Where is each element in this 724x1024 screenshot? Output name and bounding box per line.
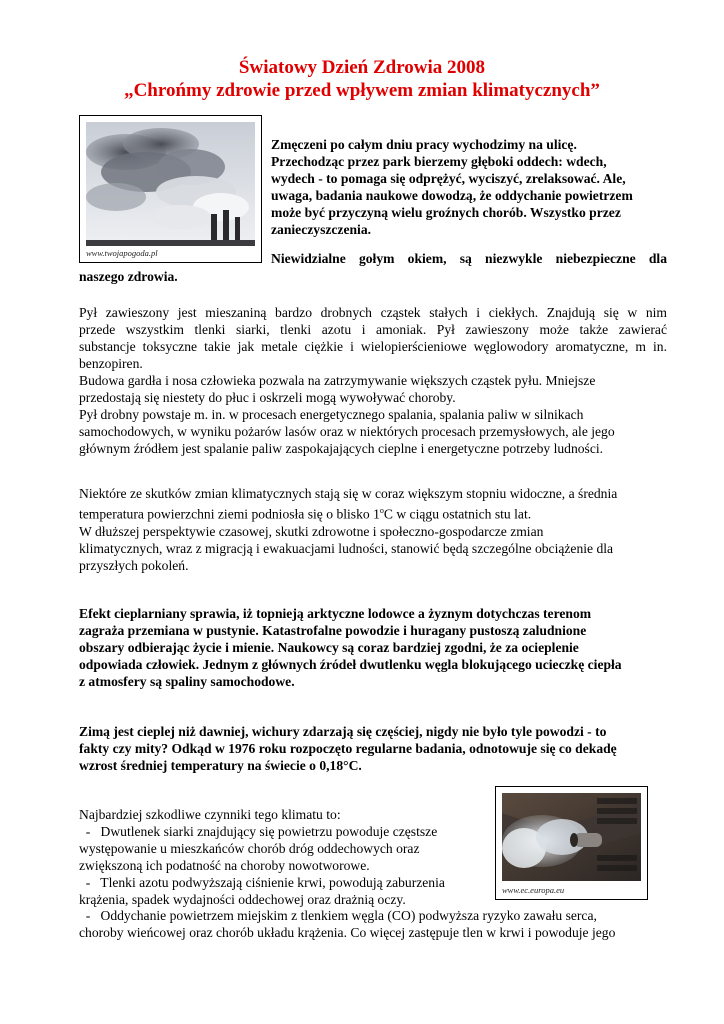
factors-list bbox=[79, 823, 489, 908]
text-line: Zimą jest cieplej niż dawniej, wichury zdarzają się częściej, nigdy nie było tyle powodzi - to bbox=[79, 724, 607, 739]
intro-paragraph bbox=[271, 136, 651, 238]
page-title: Światowy Dzień Zdrowia 2008 bbox=[238, 57, 486, 78]
text-line: przedostają się niestety do płuc i oskrzeli mogą wywoływać choroby. bbox=[79, 390, 456, 405]
intro-line: Przechodząc przez park bierzemy głęboki oddech: wdech, bbox=[271, 154, 607, 169]
factors-list-tail bbox=[79, 907, 659, 941]
paragraph-winter-facts bbox=[79, 723, 667, 774]
text-fragment: temperatura powierzchni ziemi podniosła się o blisko 1 bbox=[79, 506, 380, 522]
intro-invisible-line: Niewidzialne gołym okiem, są niezwykle niebezpieczne dla bbox=[271, 251, 667, 266]
text-line: substancje toksyczne takie jak metale ciężkie i wielopierścieniowe węglowodory aromatyczne, m in. bbox=[79, 339, 667, 354]
degree-sup: o bbox=[379, 506, 384, 515]
text-line: przede wszystkim tlenki siarki, tlenki azotu i amoniak. Pył zawieszony może także zawierać bbox=[79, 322, 667, 337]
list-item: - Tlenki azotu podwyższają ciśnienie krwi, powodują zaburzenia bbox=[79, 875, 445, 890]
text-line: wzrost średniej temperatury na świecie o 0,18°C. bbox=[79, 758, 362, 773]
text-line: zagraża przemiana w pustynie. Katastrofalne powodzie i huragany pustoszą zaludnione bbox=[79, 623, 587, 638]
text-line: z atmosfery są spaliny samochodowe. bbox=[79, 674, 295, 689]
text-line: odpowiada człowiek. Jednym z głównych źródeł dwutlenku węgla blokującego ucieczkę ciepła bbox=[79, 657, 622, 672]
page-subtitle: „Chrońmy zdrowie przed wpływem zmian klimatycznych” bbox=[124, 80, 600, 101]
text-line: W dłuższej perspektywie czasowej, skutki zdrowotne i społeczno-gospodarcze zmian bbox=[79, 523, 544, 539]
paragraph-dust bbox=[79, 304, 667, 457]
text-line: Pył zawieszony jest mieszaniną bardzo drobnych cząstek stałych i ciekłych. Znajdują się w nim bbox=[79, 305, 667, 320]
smokestacks-photo bbox=[86, 122, 255, 246]
intro-line: może być przyczyną wielu groźnych chorób. Wszystko przez bbox=[271, 205, 621, 220]
text-fragment: C w ciągu ostatnich stu lat. bbox=[383, 506, 532, 522]
intro-line: uwaga, badania naukowe dowodzą, że oddychanie powietrzem bbox=[271, 188, 633, 203]
list-item-continuation: zwiększoną ich podatność na choroby nowotworowe. bbox=[79, 858, 370, 873]
exhaust-photo-frame bbox=[495, 786, 648, 900]
intro-line: zanieczyszczenia. bbox=[271, 222, 372, 237]
list-item-continuation: występowanie u mieszkańców chorób dróg oddechowych oraz bbox=[79, 841, 420, 856]
list-item-continuation: choroby wieńcowej oraz chorób układu krążenia. Co więcej zastępuje tlen w krwi i powoduje jego bbox=[79, 925, 616, 940]
text-line: benzopiren. bbox=[79, 356, 143, 371]
text-line: obszary odbierając życie i mienie. Naukowcy są coraz bardziej zgodni, że za ocieplenie bbox=[79, 640, 579, 655]
list-item: - Oddychanie powietrzem miejskim z tlenkiem węgla (CO) podwyższa ryzyko zawału serca, bbox=[79, 908, 597, 923]
smokestacks-photo-frame bbox=[79, 115, 262, 263]
text-line: klimatycznych, wraz z migracją i ewakuacjami ludności, stanowić będą szczególne obciążenie dla bbox=[79, 540, 614, 556]
intro-line: Zmęczeni po całym dniu pracy wychodzimy na ulicę. bbox=[271, 137, 577, 152]
text-line: fakty czy mity? Odkąd w 1976 roku rozpoczęto regularne badania, odnotowuje się co dekadę bbox=[79, 741, 617, 756]
list-item-continuation: krążenia, spadek wydajności oddechowej oraz drażnią oczy. bbox=[79, 892, 406, 907]
text-line: Efekt cieplarniany sprawia, iż topnieją arktyczne lodowce a żyznym dotychczas terenom bbox=[79, 606, 592, 621]
intro-invisible-tail: naszego zdrowia. bbox=[79, 269, 178, 284]
text-line: Pył drobny powstaje m. in. w procesach energetycznego spalania, spalania paliw w silnikach bbox=[79, 407, 584, 422]
list-item: - Dwutlenek siarki znajdujący się powietrzu powoduje częstsze bbox=[79, 824, 438, 839]
factors-heading: Najbardziej szkodliwe czynniki tego klimatu to: bbox=[79, 807, 341, 822]
paragraph-climate-effects bbox=[79, 485, 667, 574]
photo-caption-bottom: www.ec.europa.eu bbox=[502, 885, 565, 895]
text-line bbox=[79, 502, 667, 523]
text-line: przyszłych pokoleń. bbox=[79, 557, 189, 573]
text-line: Budowa gardła i nosa człowieka pozwala na zatrzymywanie większych cząstek pyłu. Mniejsze bbox=[79, 373, 596, 388]
photo-caption-top: www.twojapogoda.pl bbox=[86, 248, 158, 258]
paragraph-greenhouse bbox=[79, 605, 667, 690]
exhaust-pipe-photo bbox=[502, 793, 641, 881]
text-line: samochodowych, w wyniku pożarów lasów oraz w niektórych procesach przemysłowych, ale jego bbox=[79, 424, 615, 439]
intro-line: wydech - to pomaga się odprężyć, wyciszyć, zrelaksować. Ale, bbox=[271, 171, 626, 186]
text-line: głównym źródłem jest spalanie paliw zaspokajających cieplne i energetyczne potrzeby ludności. bbox=[79, 441, 604, 456]
text-line: Niektóre ze skutków zmian klimatycznych stają się w coraz większym stopniu widoczne, a średnia bbox=[79, 486, 618, 501]
